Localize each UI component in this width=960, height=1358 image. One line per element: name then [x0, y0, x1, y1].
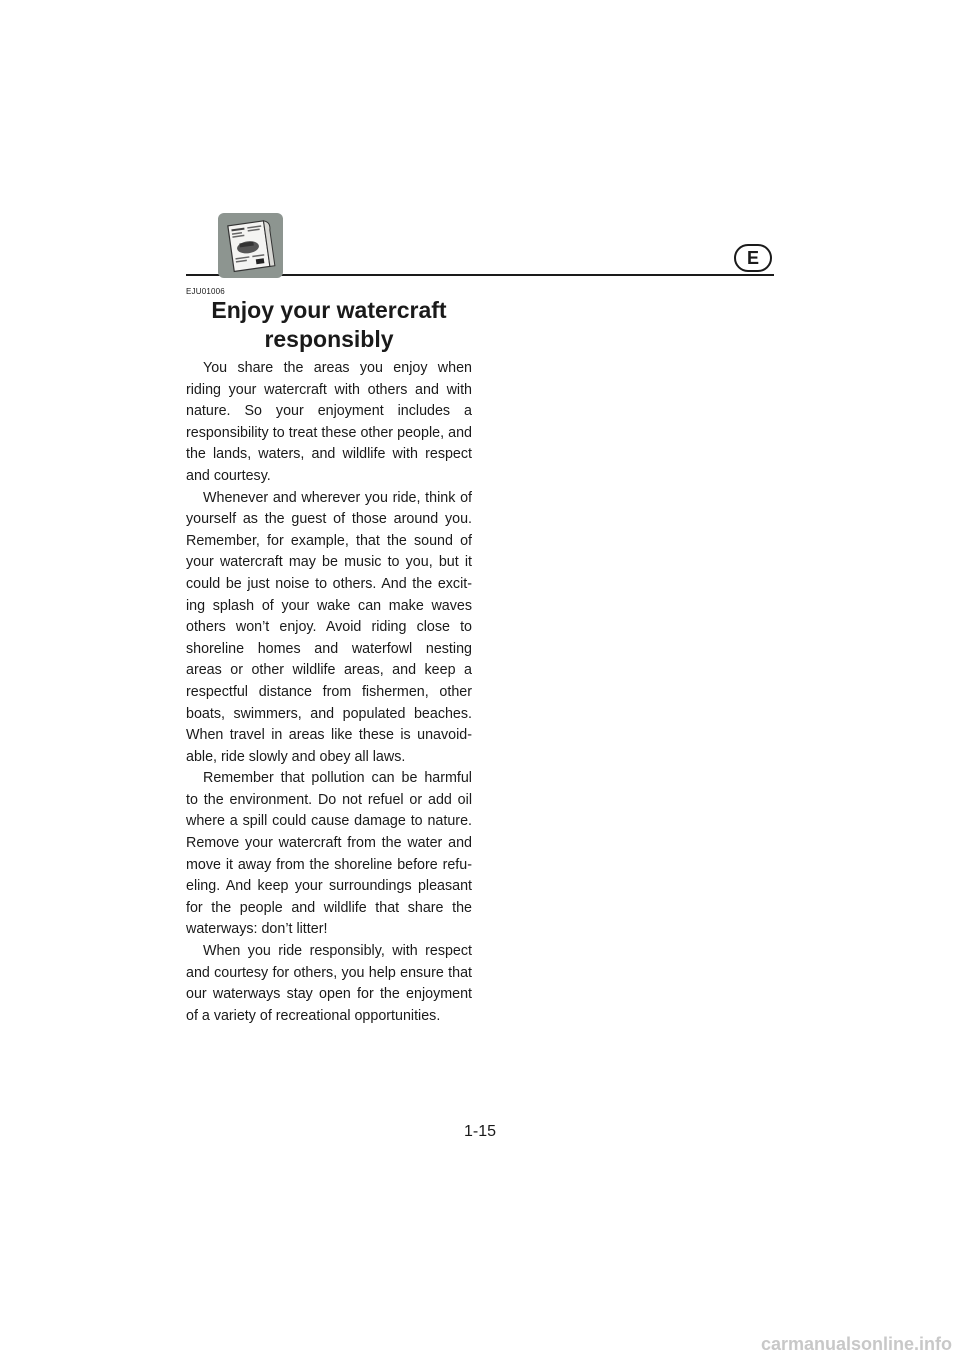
section-title-line-2: responsibly — [264, 326, 394, 352]
section-title — [186, 296, 472, 354]
body-text — [186, 358, 472, 1027]
paragraph-2: Whenever and wherever you ride, think of yourself as the guest of those around you. Remember, for example, that the sound of your watercraft may be music to you, but it could be just noise to others. And the exciting splash of your wake can make waves others won’t enjoy. Avoid riding close to shoreline homes and waterfowl nesting areas or other wildlife areas, and keep a respectful distance from fishermen, other boats, swimmers, and populated beaches. When travel in areas like these is unavoidable, ride slowly and obey all laws. — [186, 489, 472, 765]
footer-watermark: carmanualsonline.info — [760, 1334, 952, 1354]
section-code: EJU01006 — [186, 287, 225, 296]
language-badge: E — [734, 244, 772, 272]
paragraph-4: When you ride responsibly, with respect and courtesy for others, you help ensure that our waterways stay open for the enjoyment of a variety of recreational opportunities. — [186, 943, 472, 1024]
paragraph-1: You share the areas you enjoy when riding your watercraft with others and with nature. So your enjoyment includes a responsibility to treat these other people, and the lands, waters, and wildlife with respect and courtesy. — [186, 360, 472, 484]
manual-booklet-icon — [218, 213, 283, 278]
section-title-line-1: Enjoy your watercraft — [211, 297, 447, 323]
paragraph-3: Remember that pollution can be harmful to the environment. Do not refuel or add oil where a spill could cause damage to nature. Remove your watercraft from the water and move it away from the shoreline before refueling. And keep your surroundings pleasant for the people and wildlife that share the waterways: don’t litter! — [186, 770, 472, 938]
page-number: 1-15 — [463, 1123, 497, 1140]
